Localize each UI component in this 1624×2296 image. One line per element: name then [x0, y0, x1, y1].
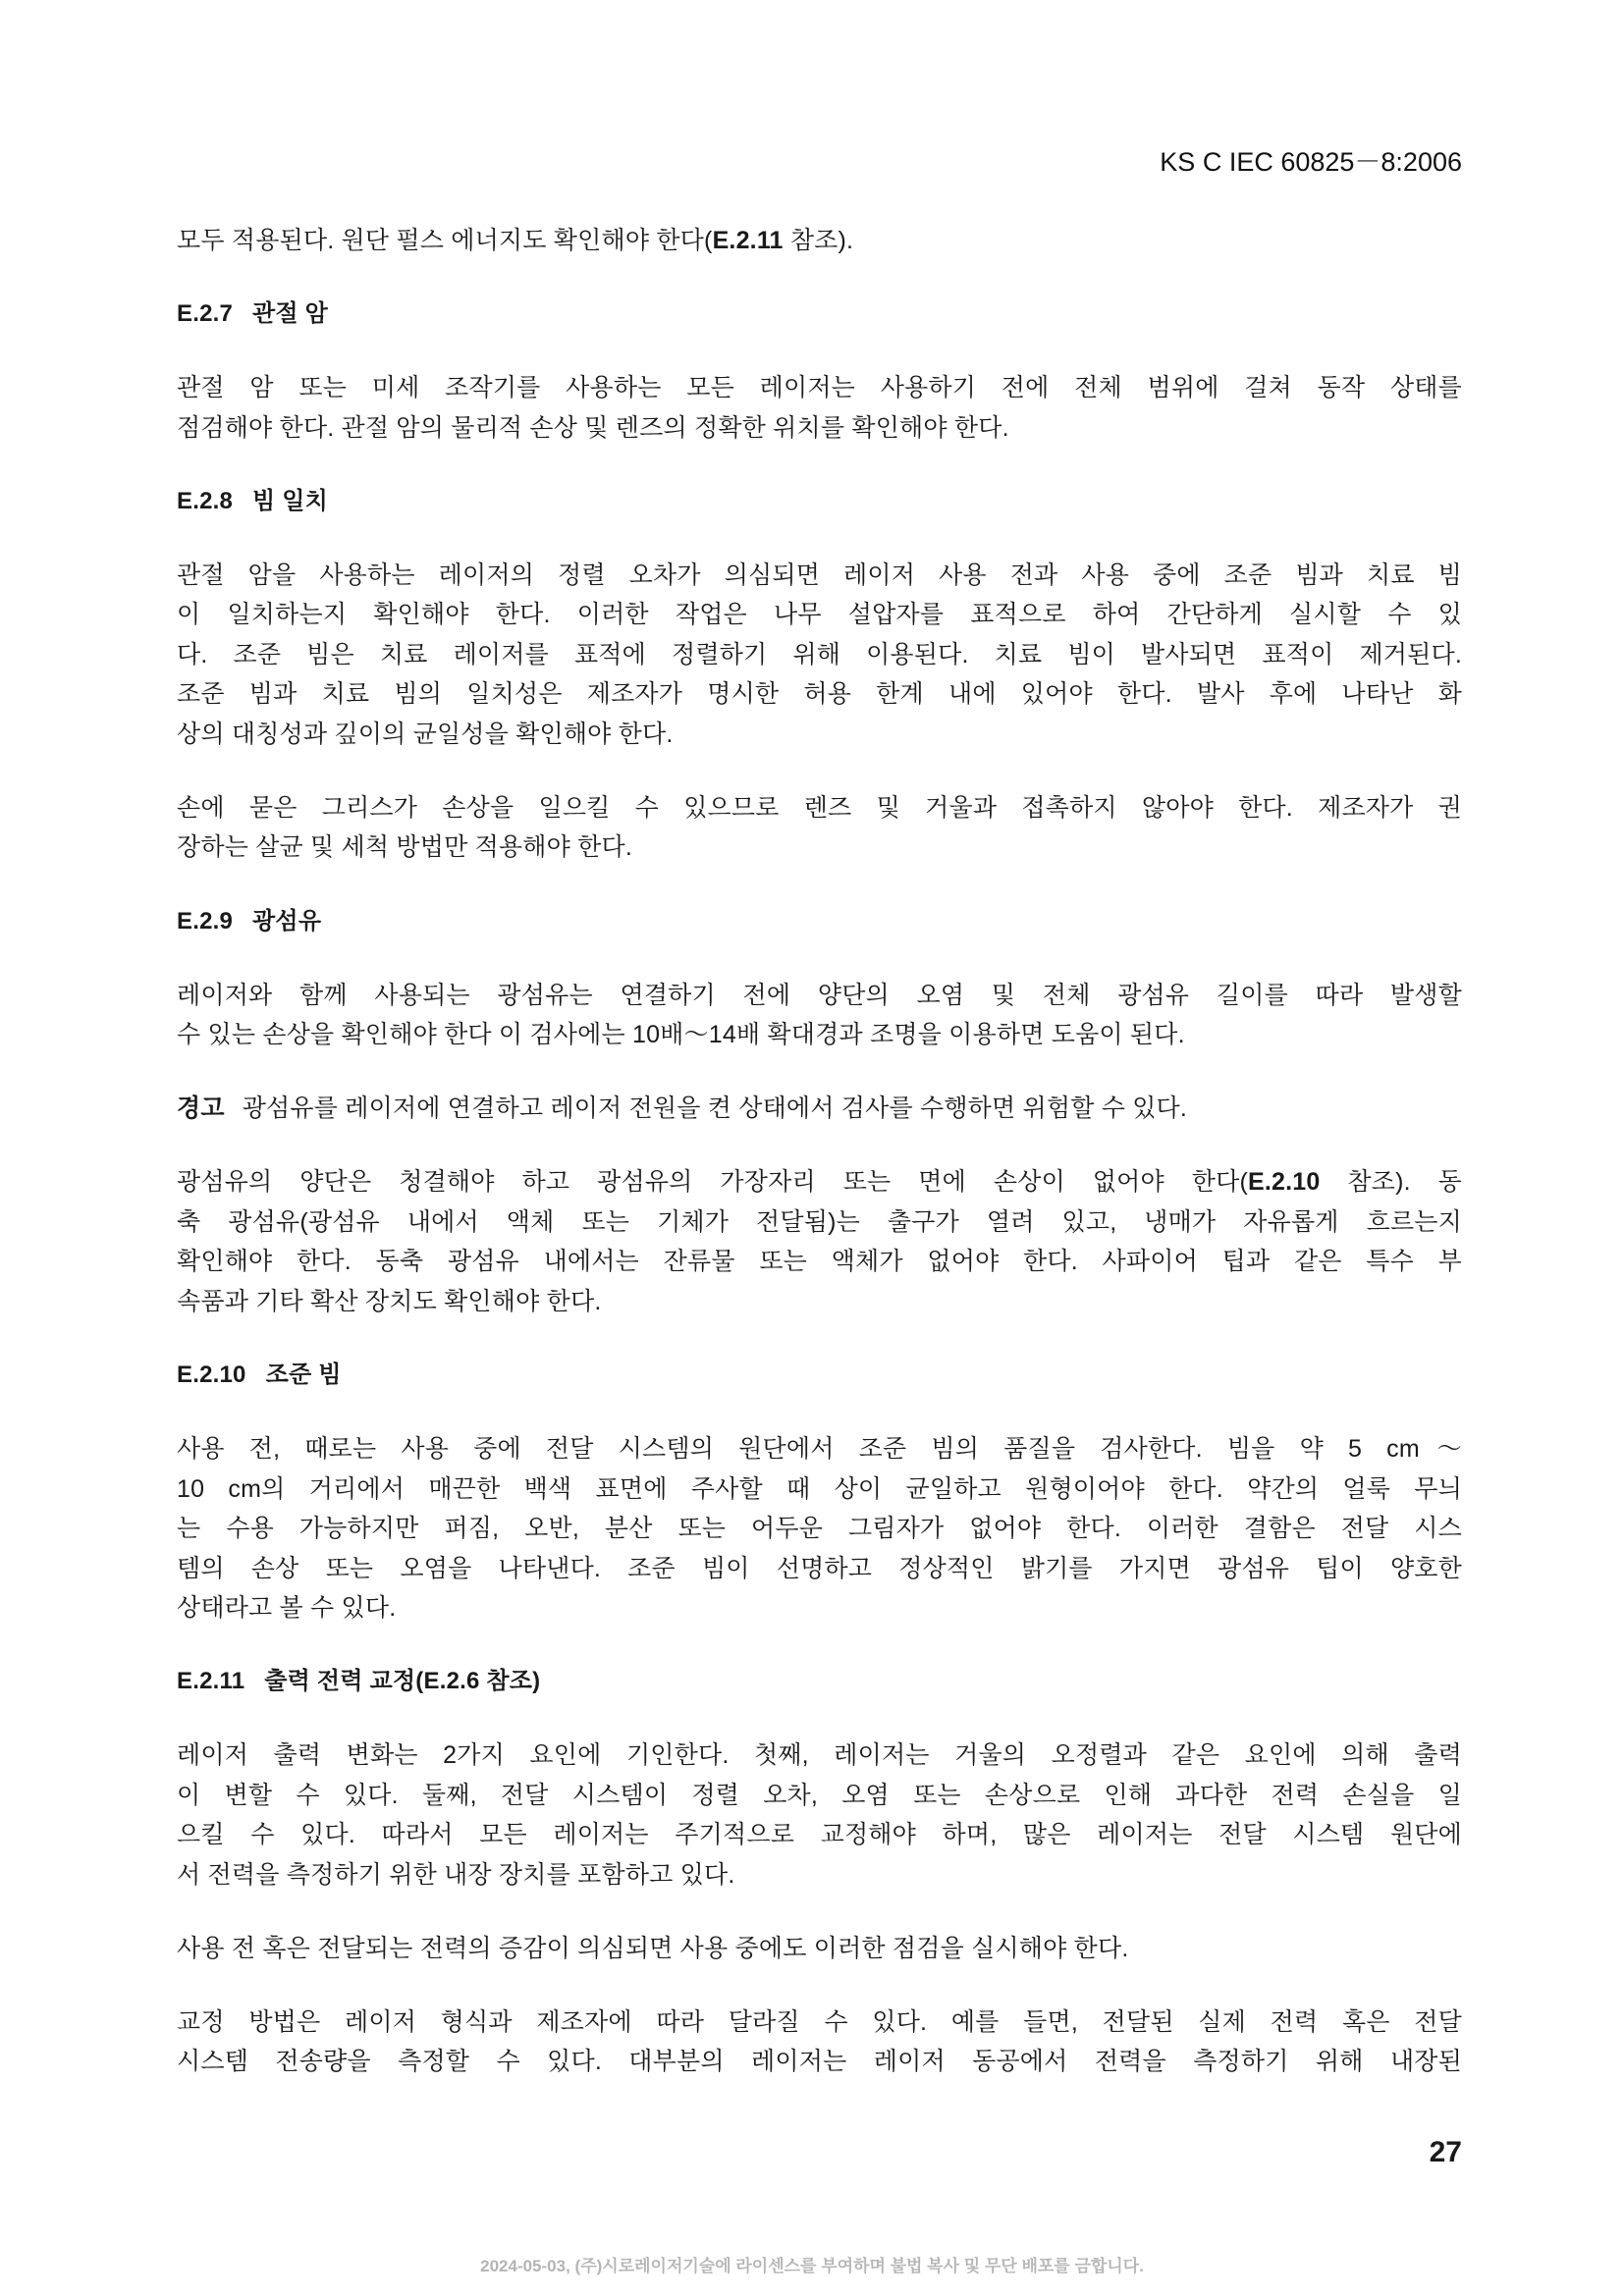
text-run: 광섬유의 양단은 청결해야 하고 광섬유의 가장자리 또는 면에 손상이 없어야 한다(	[177, 1168, 1248, 1197]
heading-line	[177, 294, 1462, 335]
heading-title: 출력 전력 교정(E.2.6 참조)	[264, 1668, 541, 1695]
heading-number: E.2.10	[177, 1361, 246, 1388]
heading-title: 조준 빔	[265, 1361, 342, 1388]
text-line: 속품과 기타 확산 장치도 확인해야 한다.	[177, 1287, 602, 1315]
text-line: 장하는 살균 및 세척 방법만 적용해야 한다.	[177, 833, 632, 862]
section-heading	[177, 482, 1462, 522]
page-body	[177, 221, 1462, 2116]
bold-reference: E.2.11	[712, 227, 784, 254]
warning-line	[177, 1089, 1462, 1129]
license-footer: 2024-05-03, (주)시로레이저기술에 라이센스를 부여하며 불법 복사 및 무단 배포를 금합니다.	[480, 2257, 1144, 2275]
text-line: 조준 빔과 치료 빔의 일치성은 제조자가 명시한 허용 한계 내에 있어야 한다. 발사 후에 나타난 화	[177, 680, 1462, 709]
page-number: 27	[1429, 2136, 1462, 2168]
text-line: 레이저와 함께 사용되는 광섬유는 연결하기 전에 양단의 오염 및 전체 광섬유 길이를 따라 발생할	[177, 981, 1462, 1009]
text-line: 다. 조준 빔은 치료 레이저를 표적에 정렬하기 위해 이용된다. 치료 빔이 발사되면 표적이 제거된다.	[177, 640, 1462, 668]
warning-label: 경고	[177, 1095, 225, 1123]
text-line	[177, 221, 1462, 261]
heading-number: E.2.9	[177, 907, 234, 934]
text-line: 상의 대칭성과 깊이의 균일성을 확인해야 한다.	[177, 720, 674, 748]
text-line: 교정 방법은 레이저 형식과 제조자에 따라 달라질 수 있다. 예를 들면, 전달된 실제 전력 혹은 전달	[177, 2007, 1462, 2036]
text-line: 확인해야 한다. 동축 광섬유 내에서는 잔류물 또는 액체가 없어야 한다. 사파이어 팁과 같은 특수 부	[177, 1248, 1462, 1276]
section-heading	[177, 902, 1462, 942]
text-line: 점검해야 한다. 관절 암의 물리적 손상 및 렌즈의 정확한 위치를 확인해야 한다.	[177, 413, 1009, 442]
section-heading	[177, 1356, 1462, 1396]
paragraph	[177, 1429, 1462, 1629]
text-line: 는 수용 가능하지만 퍼짐, 오반, 분산 또는 어두운 그림자가 없어야 한다. 이러한 결함은 전달 시스	[177, 1515, 1462, 1543]
text-line: 상태라고 볼 수 있다.	[177, 1594, 397, 1623]
heading-line	[177, 1356, 1462, 1396]
text-line: 사용 전 혹은 전달되는 전력의 증감이 의심되면 사용 중에도 이러한 점검을 실시해야 한다.	[177, 1934, 1129, 1962]
paragraph	[177, 221, 1462, 261]
heading-line	[177, 902, 1462, 942]
text-line: 10 cm의 거리에서 매끈한 백색 표면에 주사할 때 상이 균일하고 원형이어야 한다. 약간의 얼룩 무늬	[177, 1474, 1462, 1503]
paragraph	[177, 368, 1462, 448]
paragraph	[177, 1929, 1462, 1969]
section-heading	[177, 294, 1462, 335]
heading-title: 관절 암	[252, 300, 329, 328]
text-line: 레이저 출력 변화는 2가지 요인에 기인한다. 첫째, 레이저는 거울의 오정렬과 같은 요인에 의해 출력	[177, 1741, 1462, 1770]
text-run: 참조).	[783, 227, 854, 254]
text-line	[177, 1162, 1462, 1202]
section-heading	[177, 1662, 1462, 1702]
text-line: 관절 암 또는 미세 조작기를 사용하는 모든 레이저는 사용하기 전에 전체 범위에 걸쳐 동작 상태를	[177, 374, 1462, 402]
text-line: 템의 손상 또는 오염을 나타낸다. 조준 빔이 선명하고 정상적인 밝기를 가지면 광섬유 팁이 양호한	[177, 1554, 1462, 1582]
heading-title: 광섬유	[252, 907, 322, 934]
heading-line	[177, 1662, 1462, 1702]
paragraph	[177, 556, 1462, 755]
paragraph	[177, 2002, 1462, 2082]
paragraph	[177, 1735, 1462, 1895]
text-line: 사용 전, 때로는 사용 중에 전달 시스템의 원단에서 조준 빔의 품질을 검사한다. 빔을 약 5 cm～	[177, 1435, 1462, 1464]
warning-text: 광섬유를 레이저에 연결하고 레이저 전원을 켠 상태에서 검사를 수행하면 위험할 수 있다.	[242, 1095, 1188, 1123]
paragraph	[177, 976, 1462, 1055]
bold-reference: E.2.10	[1248, 1168, 1321, 1197]
heading-number: E.2.8	[177, 487, 234, 514]
text-line: 손에 묻은 그리스가 손상을 일으킬 수 있으므로 렌즈 및 거울과 접촉하지 않아야 한다. 제조자가 권	[177, 793, 1462, 822]
text-line: 으킬 수 있다. 따라서 모든 레이저는 주기적으로 교정해야 하며, 많은 레이저는 전달 시스템 원단에	[177, 1821, 1462, 1849]
text-run: 참조). 동	[1320, 1168, 1462, 1197]
text-line: 이 일치하는지 확인해야 한다. 이러한 작업은 나무 설압자를 표적으로 하여 간단하게 실시할 수 있	[177, 601, 1462, 629]
text-line: 수 있는 손상을 확인해야 한다 이 검사에는 10배～14배 확대경과 조명을 이용하면 도움이 된다.	[177, 1021, 1185, 1049]
text-line: 관절 암을 사용하는 레이저의 정렬 오차가 의심되면 레이저 사용 전과 사용 중에 조준 빔과 치료 빔	[177, 561, 1462, 589]
text-line: 축 광섬유(광섬유 내에서 액체 또는 기체가 전달됨)는 출구가 열려 있고, 냉매가 자유롭게 흐르는지	[177, 1207, 1462, 1236]
running-header: KS C IEC 60825－8:2006	[1160, 147, 1462, 177]
text-line: 시스템 전송량을 측정할 수 있다. 대부분의 레이저는 레이저 동공에서 전력을 측정하기 위해 내장된	[177, 2048, 1462, 2076]
heading-line	[177, 482, 1462, 522]
paragraph	[177, 788, 1462, 868]
heading-title: 빔 일치	[252, 487, 329, 514]
text-run: 모두 적용된다. 원단 펄스 에너지도 확인해야 한다(	[177, 227, 713, 254]
heading-number: E.2.11	[177, 1668, 245, 1695]
warning-note	[177, 1089, 1462, 1129]
heading-number: E.2.7	[177, 300, 234, 328]
paragraph	[177, 1162, 1462, 1321]
text-line: 서 전력을 측정하기 위한 내장 장치를 포함하고 있다.	[177, 1860, 735, 1889]
text-line: 이 변할 수 있다. 둘째, 전달 시스템이 정렬 오차, 오염 또는 손상으로 인해 과다한 전력 손실을 일	[177, 1781, 1462, 1809]
